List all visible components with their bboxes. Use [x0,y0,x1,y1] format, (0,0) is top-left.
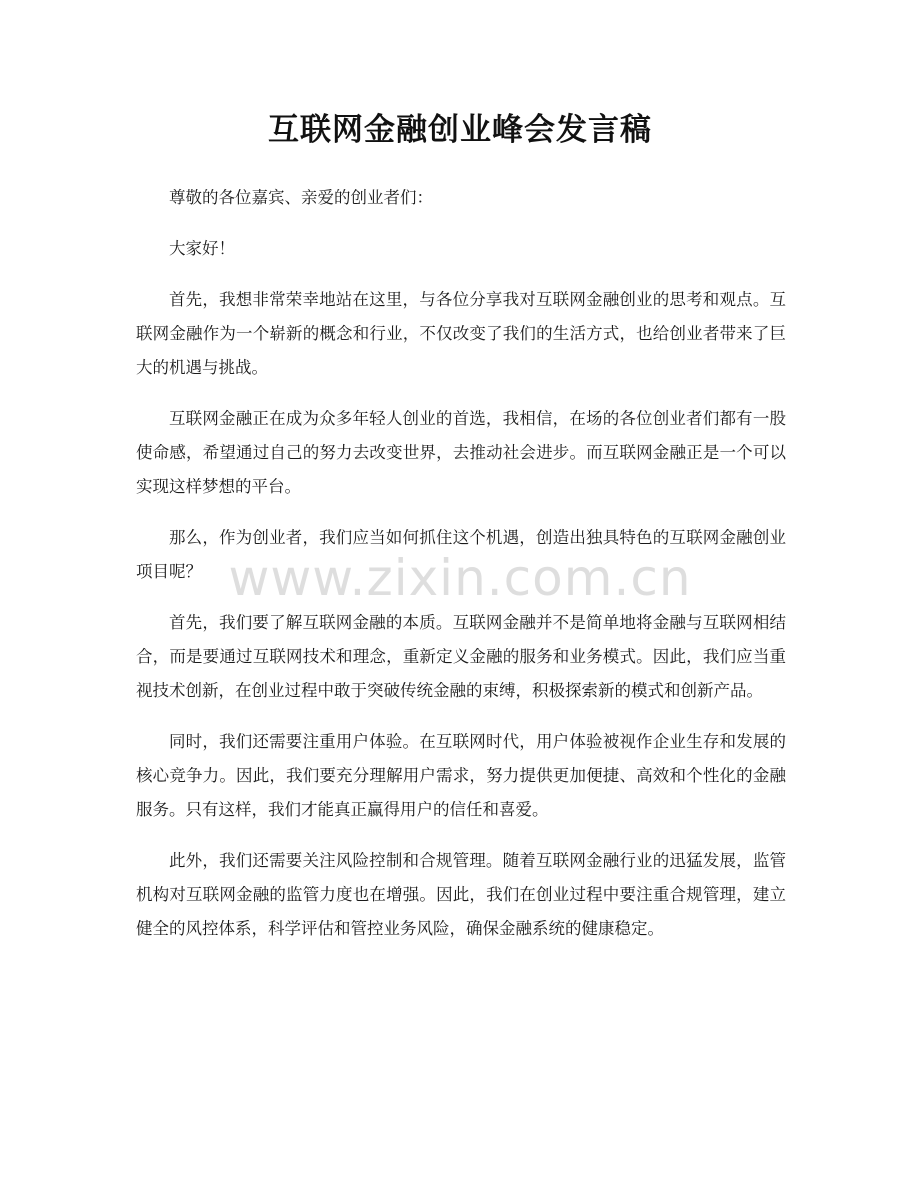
paragraph-trend: 互联网金融正在成为众多年轻人创业的首选，我相信，在场的各位创业者们都有一股使命感，希望通过自己的努力去改变世界，去推动社会进步。而互联网金融正是一个可以实现这样梦想的平台。 [136,409,786,496]
paragraph-intro: 首先，我想非常荣幸地站在这里，与各位分享我对互联网金融创业的思考和观点。互联网金融作为一个崭新的概念和行业，不仅改变了我们的生活方式，也给创业者带来了巨大的机遇与挑战。 [136,290,786,377]
watermark-text: www.zixin.com.cn [228,549,692,607]
paragraph-user-experience: 同时，我们还需要注重用户体验。在互联网时代，用户体验被视作企业生存和发展的核心竞争力。因此，我们要充分理解用户需求，努力提供更加便捷、高效和个性化的金融服务。只有这样，我们才能真正赢得用户的信任和喜爱。 [136,732,786,819]
paragraph-question: 那么，作为创业者，我们应当如何抓住这个机遇，创造出独具特色的互联网金融创业项目呢？ [136,528,786,581]
paragraph-greeting: 大家好！ [169,239,235,258]
paragraph-essence: 首先，我们要了解互联网金融的本质。互联网金融并不是简单地将金融与互联网相结合，而是要通过互联网技术和理念，重新定义金融的服务和业务模式。因此，我们应当重视技术创新，在创业过程中敢于突破传统金融的束缚，积极探索新的模式和创新产品。 [136,613,786,700]
document-title: 互联网金融创业峰会发言稿 [268,112,652,148]
paragraph-risk-control: 此外，我们还需要关注风险控制和合规管理。随着互联网金融行业的迅猛发展，监管机构对互联网金融的监管力度也在增强。因此，我们在创业过程中要注重合规管理，建立健全的风控体系，科学评估和管控业务风险，确保金融系统的健康稳定。 [136,851,786,938]
paragraph-salutation: 尊敬的各位嘉宾、亲爱的创业者们： [169,188,433,207]
document-body [136,181,786,963]
